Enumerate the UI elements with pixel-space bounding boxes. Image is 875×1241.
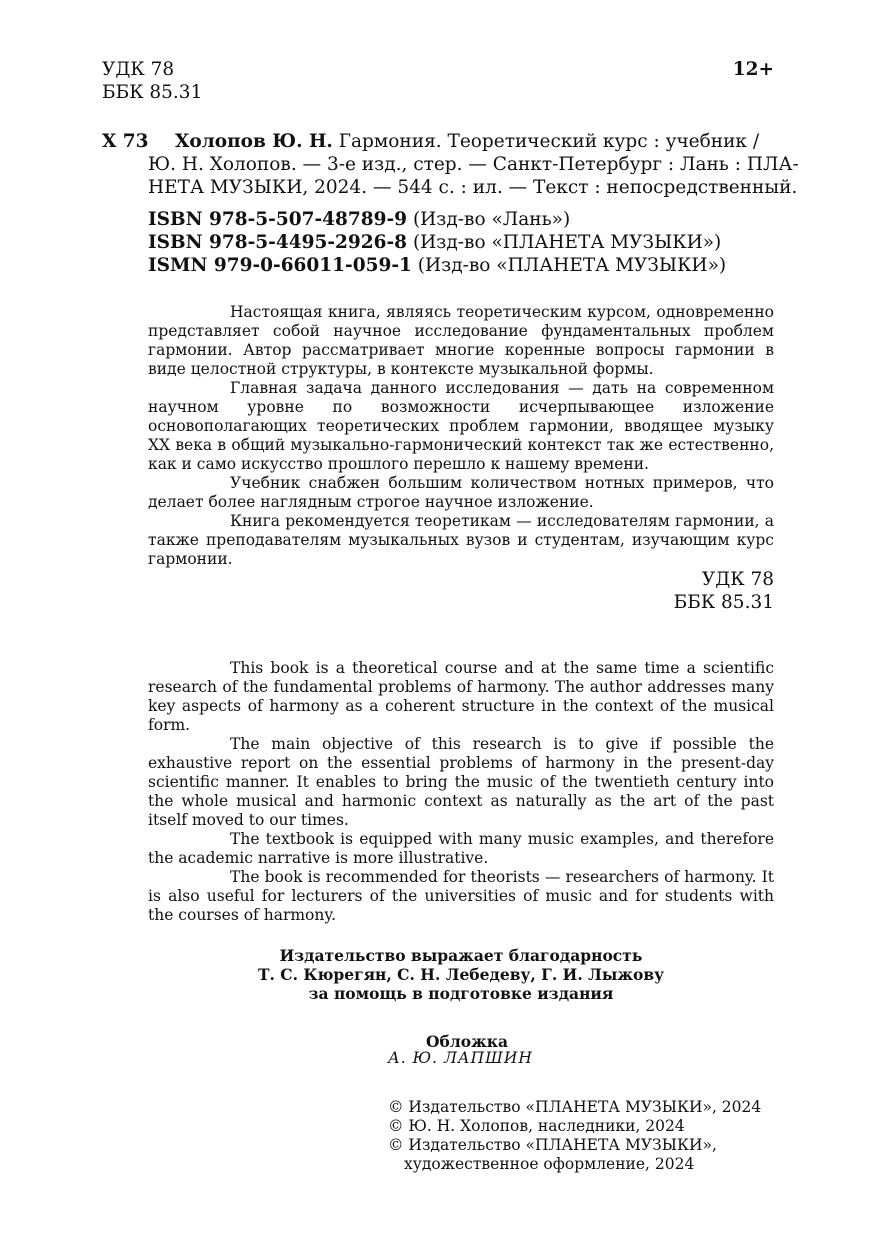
annotation-ru-paragraph: Настоящая книга, являясь теоретическим курсом, одновременно представляет собой научное исследование фундаментальных проблем гармонии. Автор рассматривает многие коренные вопросы гармонии в виде целостной структуры, в контексте музыкальной формы.	[148, 303, 774, 378]
citation-line2: Ю. Н. Холопов. — 3-е изд., стер. — Санкт-Петербург : Лань : ПЛА-	[148, 154, 799, 175]
acknowledgement-line: Т. С. Кюрегян, С. Н. Лебедеву, Г. И. Лыжову	[257, 965, 665, 984]
acknowledgement-line: за помощь в подготовке издания	[308, 984, 614, 1003]
annotation-ru-paragraph: Книга рекомендуется теоретикам — исследователям гармонии, а также преподавателям музыкальных вузов и студентам, изучающим курс гармонии.	[148, 512, 774, 568]
annotation-en	[148, 659, 774, 925]
ismn-code: ISMN 979-0-66011-059-1	[148, 255, 412, 276]
acknowledgement-line: Издательство выражает благодарность	[279, 946, 643, 965]
isbn-list	[148, 208, 726, 277]
catalog-code: Х 73	[102, 131, 149, 152]
copyright-line: художественное оформление, 2024	[404, 1155, 695, 1173]
acknowledgement	[148, 946, 774, 1003]
isbn-publisher: (Изд-во «ПЛАНЕТА МУЗЫКИ»)	[411, 255, 727, 276]
udk-bottom: УДК 78	[701, 569, 774, 590]
citation-line1: Гармония. Теоретический курс : учебник /	[332, 131, 760, 152]
bbk-top: ББК 85.31	[102, 82, 203, 103]
citation-continuation	[148, 153, 799, 199]
copyright-line: © Ю. Н. Холопов, наследники, 2024	[388, 1117, 685, 1135]
isbn-publisher: (Изд-во «Лань»)	[407, 209, 571, 230]
isbn-code: ISBN 978-5-4495-2926-8	[148, 232, 408, 253]
copyright-block	[388, 1098, 761, 1174]
bbk-bottom: ББК 85.31	[673, 592, 774, 613]
copyright-line: © Издательство «ПЛАНЕТА МУЗЫКИ»,	[388, 1136, 717, 1154]
isbn-row	[148, 231, 726, 254]
annotation-en-paragraph: The textbook is equipped with many music examples, and therefore the academic narrative is more illustrative.	[148, 830, 774, 867]
annotation-en-paragraph: The book is recommended for theorists — researchers of harmony. It is also useful for lecturers of the universities of music and for students with the courses of harmony.	[148, 868, 774, 924]
annotation-ru	[148, 303, 774, 569]
isbn-publisher: (Изд-во «ПЛАНЕТА МУЗЫКИ»)	[407, 232, 722, 253]
isbn-row	[148, 208, 726, 231]
isbn-code: ISBN 978-5-507-48789-9	[148, 209, 408, 230]
annotation-ru-paragraph: Учебник снабжен большим количеством нотных примеров, что делает более наглядным строгое научное изложение.	[148, 474, 774, 511]
copyright-line: © Издательство «ПЛАНЕТА МУЗЫКИ», 2024	[388, 1098, 762, 1116]
cover-label: Обложка	[426, 1032, 508, 1051]
annotation-en-paragraph: This book is a theoretical course and at the same time a scientific research of the fundamental problems of harmony. The author addresses many key aspects of harmony as a coherent structure in the context of the musical form.	[148, 659, 774, 734]
age-rating: 12+	[732, 59, 774, 80]
annotation-en-paragraph: The main objective of this research is to give if possible the exhaustive report on the essential problems of harmony in the present-day scientific manner. It enables to bring the music of the twentieth century into the whole musical and harmonic context as naturally as the art of the past itself moved to our times.	[148, 735, 774, 829]
ismn-row	[148, 254, 726, 277]
citation-author: Холопов Ю. Н.	[175, 131, 333, 152]
citation	[175, 130, 775, 153]
cover-artist: А. Ю. ЛАПШИН	[388, 1049, 533, 1067]
udk-top: УДК 78	[102, 59, 175, 80]
annotation-ru-paragraph: Главная задача данного исследования — дать на современном научном уровне по возможности исчерпывающее изложение основополагающих теоретических проблем гармонии, вводящее музыку XX века в общий музыкально-гармонический контекст так же естественно, как и само искусство прошлого перешло к нашему времени.	[148, 379, 774, 473]
citation-line3: НЕТА МУЗЫКИ, 2024. — 544 с. : ил. — Текст : непосредственный.	[148, 177, 798, 198]
